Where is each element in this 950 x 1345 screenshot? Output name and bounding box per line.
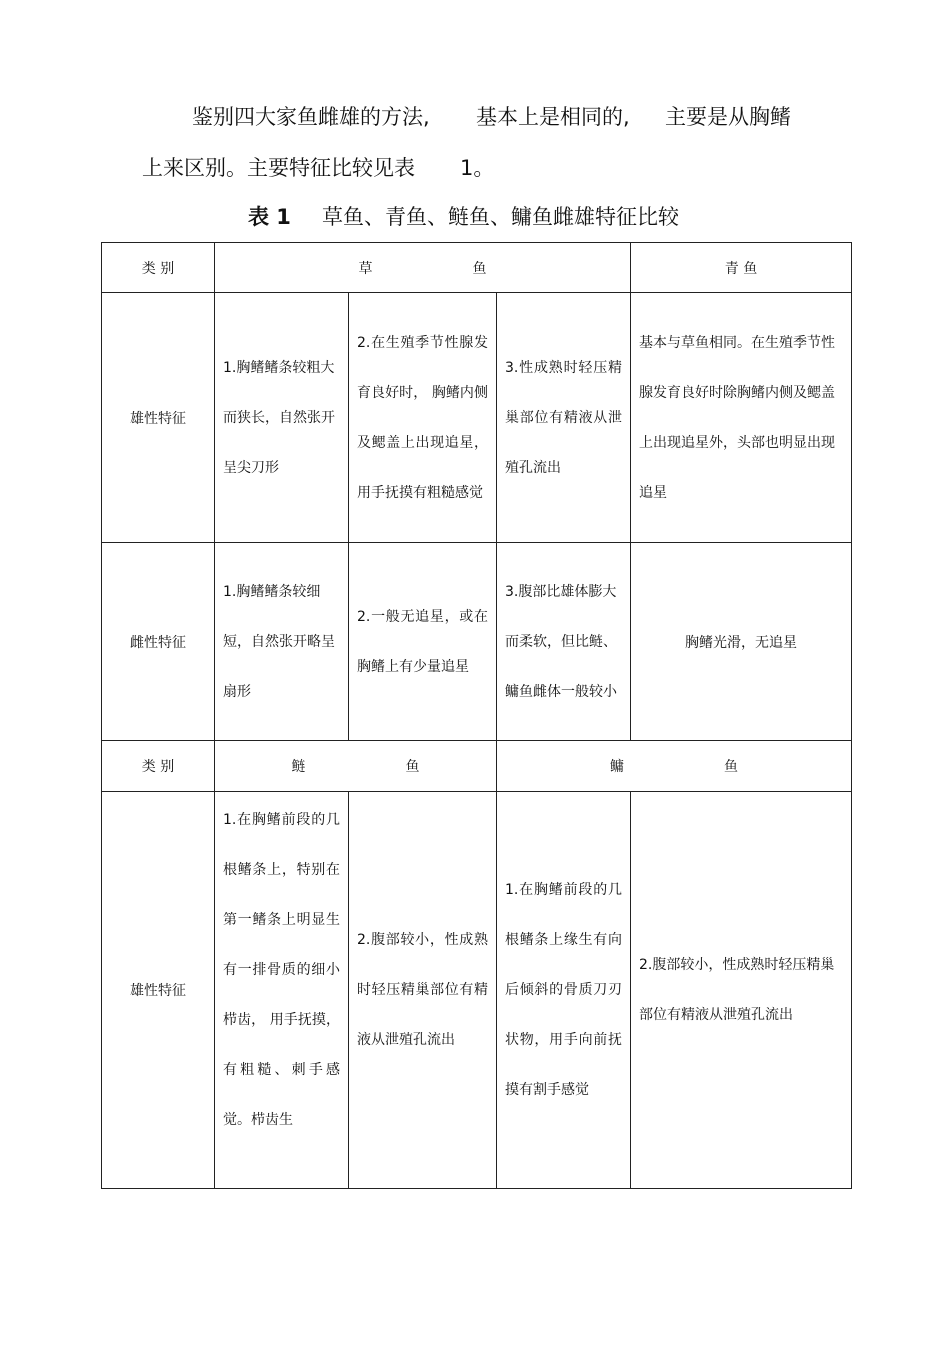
fish1-char-2: 鱼: [472, 260, 487, 277]
table1-male-cell-2: 2.在生殖季节性腺发育良好时， 胸鳍内侧及鳃盖上出现追星， 用手抚摸有粗糙感觉: [349, 293, 497, 543]
intro-line-1-part-2: 基本上是相同的,: [476, 105, 630, 129]
intro-line-2-part-1: 上来区别。主要特征比较见表: [142, 156, 415, 180]
table-caption-title: 草鱼、青鱼、鲢鱼、鳙鱼雌雄特征比较: [322, 205, 679, 229]
comparison-table: [101, 242, 852, 1189]
table1-header-fish1: [215, 243, 631, 293]
table1-header-fish2: [631, 243, 852, 293]
table2-header-category: [102, 741, 215, 792]
table-caption: [0, 201, 950, 231]
intro-line-1-part-1: 鉴别四大家鱼雌雄的方法,: [192, 105, 430, 129]
table1-female-cell-4: 胸鳍光滑，无追星: [631, 543, 852, 741]
table2-header-fish2: [497, 741, 852, 792]
table1-female-cell-3: 3.腹部比雄体膨大而柔软，但比鲢、鳙鱼雌体一般较小: [497, 543, 631, 741]
fish2-char-2: 鱼: [724, 759, 738, 775]
table2-male-row: [102, 792, 852, 1189]
intro-line-1-part-3: 主要是从胸鳍: [665, 105, 791, 129]
intro-line-1: [0, 105, 950, 133]
table1-female-cell-1: 1.胸鳍鳍条较细短，自然张开略呈扇形: [215, 543, 349, 741]
table2-header-fish1: [215, 741, 497, 792]
fish1-char-1: 草: [358, 260, 373, 277]
table2-male-cell-4: 2.腹部较小，性成熟时轻压精巢部位有精液从泄殖孔流出: [631, 792, 852, 1189]
intro-line-2: [0, 156, 950, 184]
category-label: 类 别: [141, 260, 175, 277]
table2-male-cell-3: 1.在胸鳍前段的几根鳍条上缘生有向后倾斜的骨质刀刃状物，用手向前抚摸有割手感觉: [497, 792, 631, 1189]
intro-line-2-part-2: 1。: [460, 156, 495, 180]
fish1-char-1: 鲢: [291, 759, 306, 775]
fish2-char-1: 鳙: [610, 759, 624, 775]
table2-male-cell-1: 1.在胸鳍前段的几根鳍条上，特别在第一鳍条上明显生有一排骨质的细小栉齿， 用手抚摸，有粗糙、刺手感觉。栉齿生: [215, 792, 349, 1189]
table1-male-cell-4: 基本与草鱼相同。在生殖季节性腺发育良好时除胸鳍内侧及鳃盖上出现追星外，头部也明显出现追星: [631, 293, 852, 543]
category-label: 类 别: [141, 759, 175, 775]
table1-male-cell-3: 3.性成熟时轻压精巢部位有精液从泄殖孔流出: [497, 293, 631, 543]
table1-female-label: 雌性特征: [102, 543, 215, 741]
table1-male-label: 雄性特征: [102, 293, 215, 543]
table1-male-row: [102, 293, 852, 543]
table2-header-row: [102, 741, 852, 792]
table1-female-row: [102, 543, 852, 741]
table1-female-cell-2: 2.一般无追星，或在胸鳍上有少量追星: [349, 543, 497, 741]
fish1-char-2: 鱼: [405, 759, 420, 775]
table1-header-category: [102, 243, 215, 293]
table2-male-label: 雄性特征: [102, 792, 215, 1189]
table1-header-row: [102, 243, 852, 293]
table2-male-cell-2: 2.腹部较小，性成熟时轻压精巢部位有精液从泄殖孔流出: [349, 792, 497, 1189]
fish2-label: 青 鱼: [724, 260, 758, 277]
table1-male-cell-1: 1.胸鳍鳍条较粗大而狭长，自然张开呈尖刀形: [215, 293, 349, 543]
table-caption-label: 表 1: [248, 205, 291, 229]
